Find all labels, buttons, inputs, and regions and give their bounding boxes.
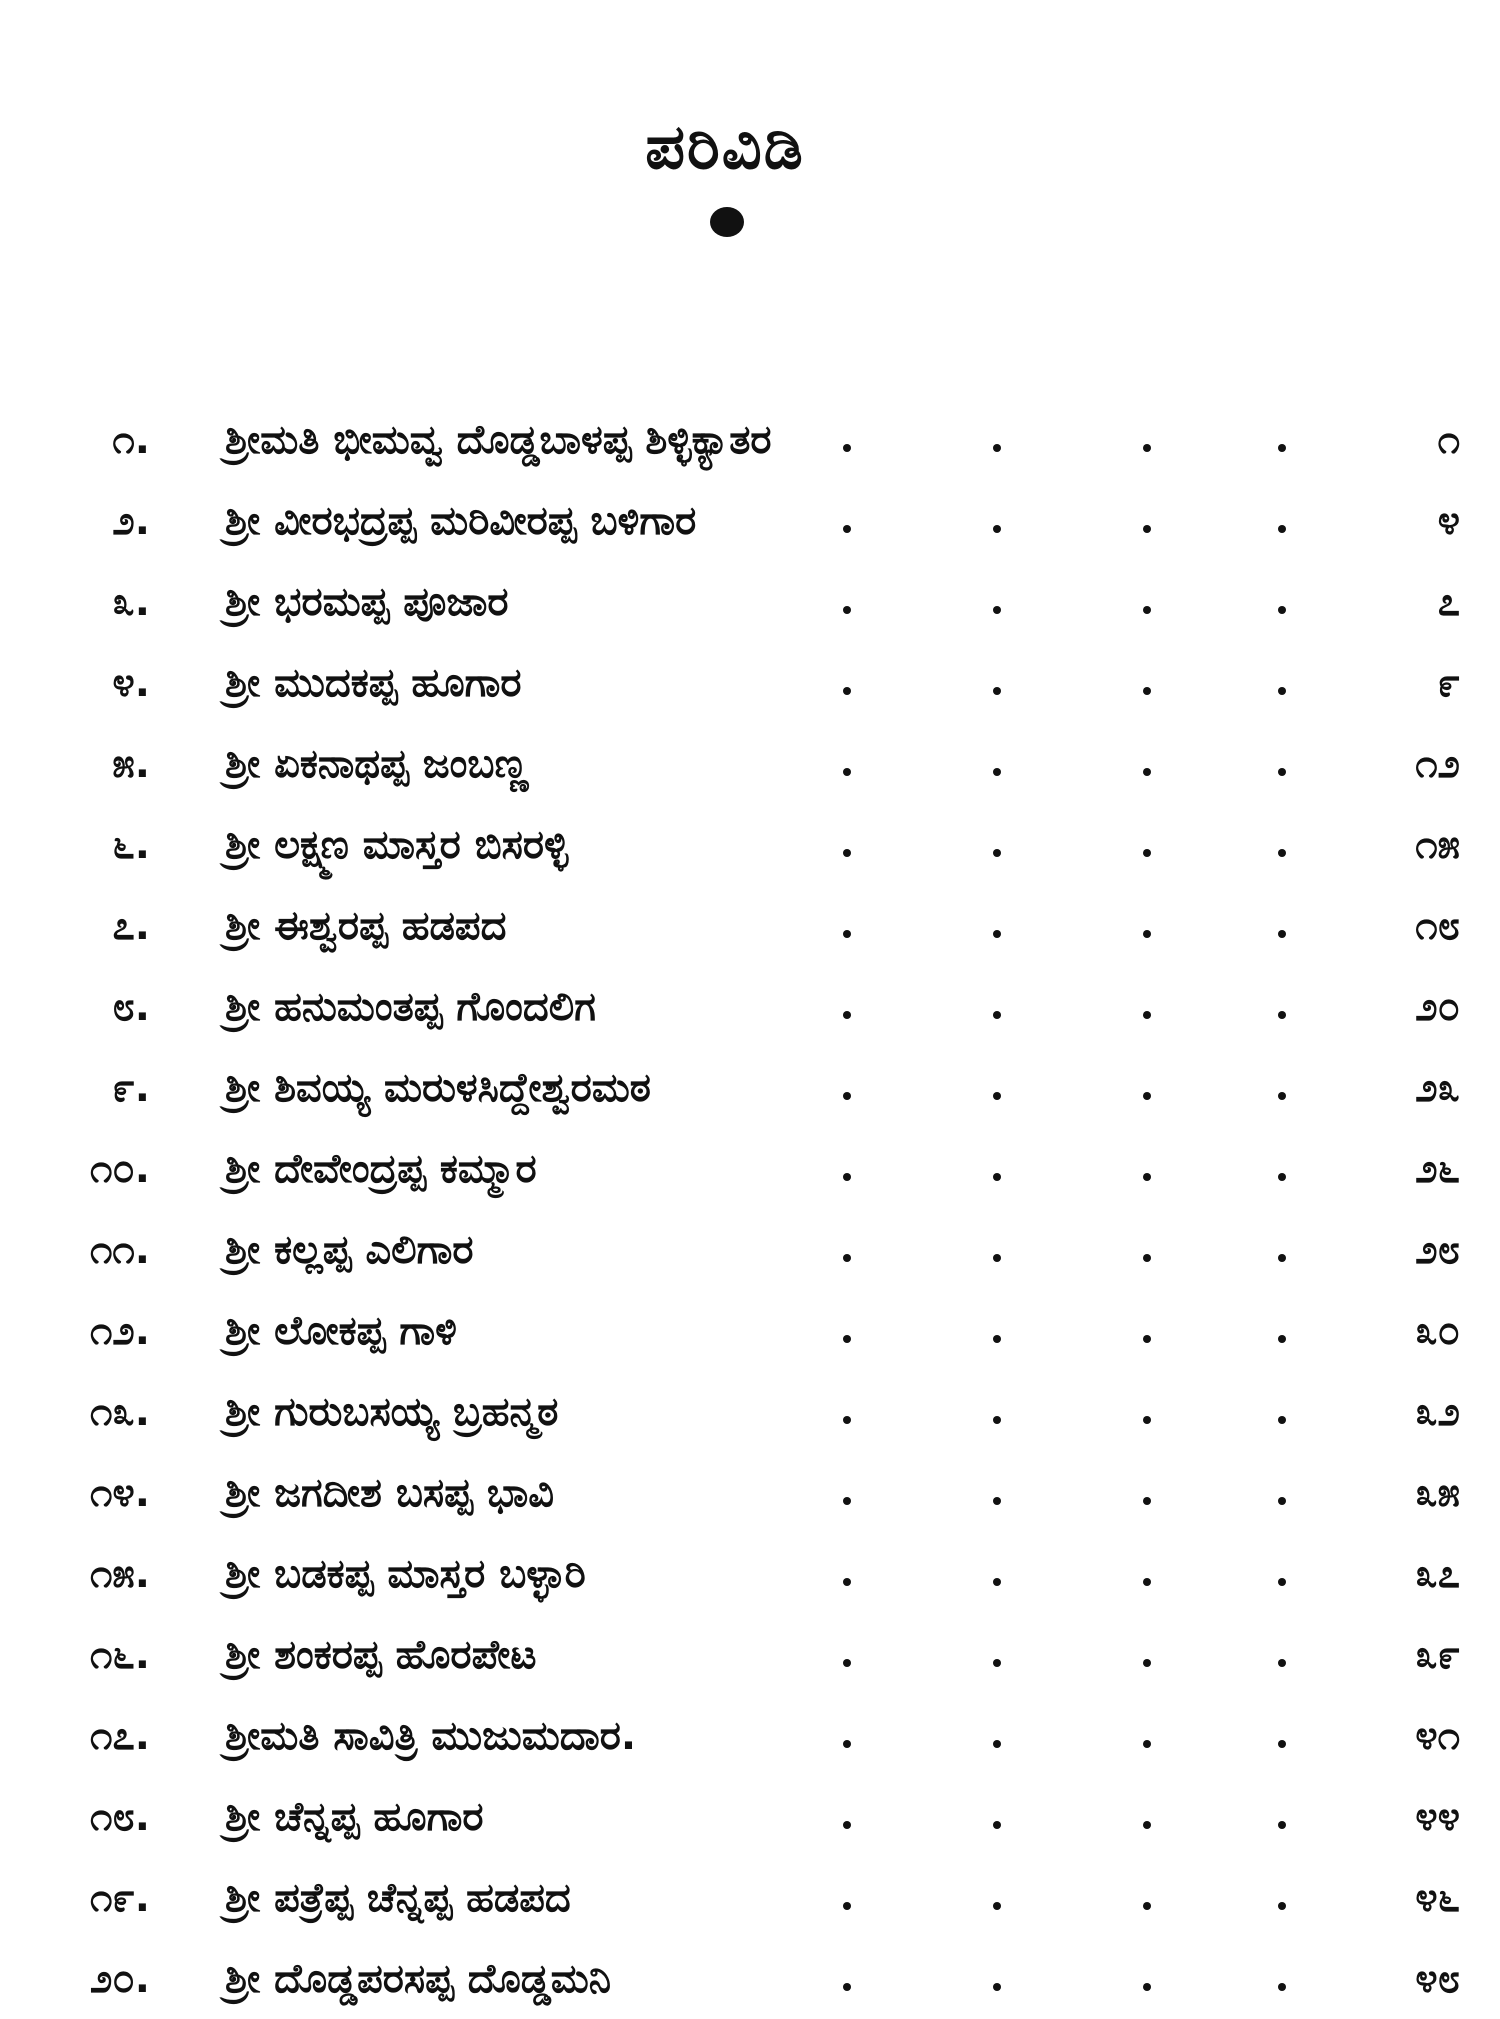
dot-leader (990, 1696, 1002, 1776)
dot-leader (1140, 1777, 1152, 1857)
dot-leader (840, 1129, 852, 1209)
dot-leader (990, 1048, 1002, 1128)
dot-leader (1140, 481, 1152, 561)
entry-title: ಶ್ರೀ ಲೋಕಪ್ಪ ಗಾಳಿ (225, 1308, 457, 1354)
dot-leader (990, 481, 1002, 561)
dot-leader (840, 1939, 852, 2019)
dot-leader (840, 562, 852, 642)
entry-page-number: ೯ (1437, 660, 1460, 706)
dot-leader (990, 1210, 1002, 1290)
toc-entry (0, 1939, 1500, 2019)
entry-title: ಶ್ರೀ ಚೆನ್ನಪ್ಪ ಹೂಗಾರ (225, 1794, 484, 1840)
entry-title: ಶ್ರೀ ಈಶ್ವರಪ್ಪ ಹಡಪದ (225, 903, 507, 949)
page-title: ಪರಿವಿಡಿ (645, 110, 805, 183)
dot-leader (990, 1777, 1002, 1857)
dot-leader (840, 1291, 852, 1371)
entry-page-number: ೩೫ (1415, 1470, 1460, 1516)
entry-number: ೧. (112, 417, 150, 463)
dot-leader (990, 1534, 1002, 1614)
dot-leader (1275, 1291, 1287, 1371)
dot-leader (990, 1615, 1002, 1695)
dot-leader (840, 805, 852, 885)
entry-page-number: ೧೨ (1415, 741, 1460, 787)
toc-entry (0, 1534, 1500, 1614)
entry-number: ೬. (112, 822, 150, 868)
dot-leader (1140, 1696, 1152, 1776)
dot-leader (1275, 481, 1287, 561)
entry-title: ಶ್ರೀ ಏಕನಾಥಪ್ಪ ಜಂಬಣ್ಣ (225, 741, 529, 787)
dot-leader (1140, 1453, 1152, 1533)
toc-entry (0, 1372, 1500, 1452)
dot-leader (840, 643, 852, 723)
dot-leader (1140, 1534, 1152, 1614)
dot-leader (1140, 1372, 1152, 1452)
entry-number: ೫. (112, 741, 150, 787)
toc-entry (0, 481, 1500, 561)
dot-leader (990, 1858, 1002, 1938)
toc-entry (0, 643, 1500, 723)
entry-page-number: ೪೪ (1415, 1794, 1460, 1840)
toc-entry (0, 1048, 1500, 1128)
dot-leader (990, 1939, 1002, 2019)
entry-number: ೨೦. (90, 1956, 150, 2002)
dot-leader (1275, 1372, 1287, 1452)
entry-number: ೮. (112, 984, 150, 1030)
entry-number: ೧೮. (90, 1794, 150, 1840)
entry-number: ೧೨. (90, 1308, 150, 1354)
toc-entry (0, 805, 1500, 885)
dot-leader (840, 886, 852, 966)
entry-number: ೪. (112, 660, 150, 706)
dot-leader (1275, 1696, 1287, 1776)
dot-leader (990, 805, 1002, 885)
entry-page-number: ೩೯ (1415, 1632, 1460, 1678)
entry-page-number: ೪೮ (1415, 1956, 1460, 2002)
dot-leader (1140, 805, 1152, 885)
dot-leader (1140, 886, 1152, 966)
dot-leader (840, 1696, 852, 1776)
toc-entry (0, 1615, 1500, 1695)
bullet-ornament (710, 207, 744, 237)
entry-page-number: ೭ (1437, 579, 1460, 625)
dot-leader (990, 643, 1002, 723)
entry-number: ೧೩. (90, 1389, 150, 1435)
toc-entry (0, 1210, 1500, 1290)
toc-entry (0, 724, 1500, 804)
entry-page-number: ೨೬ (1415, 1146, 1460, 1192)
dot-leader (1275, 400, 1287, 480)
entry-title: ಶ್ರೀ ಗುರುಬಸಯ್ಯ ಬ್ರಹನ್ಮಠ (225, 1389, 559, 1435)
dot-leader (1275, 886, 1287, 966)
dot-leader (1140, 1615, 1152, 1695)
dot-leader (1275, 1453, 1287, 1533)
dot-leader (1275, 1615, 1287, 1695)
dot-leader (1275, 1939, 1287, 2019)
dot-leader (1275, 1210, 1287, 1290)
dot-leader (1275, 1858, 1287, 1938)
dot-leader (1140, 562, 1152, 642)
dot-leader (1275, 562, 1287, 642)
entry-page-number: ೪೬ (1415, 1875, 1460, 1921)
dot-leader (1140, 643, 1152, 723)
entry-page-number: ೩೭ (1415, 1551, 1460, 1597)
dot-leader (840, 1048, 852, 1128)
entry-title: ಶ್ರೀಮತಿ ಭೀಮವ್ವ ದೊಡ್ಡಬಾಳಪ್ಪ ಶಿಳ್ಳಿಕ್ಯಾತರ (225, 417, 772, 463)
dot-leader (1140, 400, 1152, 480)
dot-leader (840, 1615, 852, 1695)
toc-entry (0, 1777, 1500, 1857)
dot-leader (1140, 1048, 1152, 1128)
toc-entry (0, 1291, 1500, 1371)
entry-number: ೧೪. (90, 1470, 150, 1516)
dot-leader (840, 1210, 852, 1290)
entry-page-number: ೨೦ (1415, 984, 1460, 1030)
entry-title: ಶ್ರೀ ಶಂಕರಪ್ಪ ಹೊರಪೇಟ (225, 1632, 537, 1678)
dot-leader (1140, 967, 1152, 1047)
entry-number: ೧೯. (90, 1875, 150, 1921)
dot-leader (840, 400, 852, 480)
entry-page-number: ೪ (1437, 498, 1460, 544)
entry-number: ೧೭. (90, 1713, 150, 1759)
entry-page-number: ೧೮ (1415, 903, 1460, 949)
entry-page-number: ೧೫ (1415, 822, 1460, 868)
dot-leader (1140, 1210, 1152, 1290)
toc-entry (0, 562, 1500, 642)
dot-leader (990, 562, 1002, 642)
entry-title: ಶ್ರೀ ಭರಮಪ್ಪ ಪೂಜಾರ (225, 579, 509, 625)
entry-number: ೧೬. (90, 1632, 150, 1678)
dot-leader (1140, 1129, 1152, 1209)
entry-title: ಶ್ರೀ ಲಕ್ಷ್ಮಣ ಮಾಸ್ತರ ಬಿಸರಳ್ಳಿ (225, 822, 569, 868)
entry-number: ೩. (112, 579, 150, 625)
dot-leader (1275, 724, 1287, 804)
dot-leader (840, 724, 852, 804)
entry-title: ಶ್ರೀ ಪತ್ರೆಪ್ಪ ಚೆನ್ನಪ್ಪ ಹಡಪದ (225, 1875, 571, 1921)
toc-entry (0, 886, 1500, 966)
dot-leader (1140, 1939, 1152, 2019)
dot-leader (990, 967, 1002, 1047)
dot-leader (1275, 1048, 1287, 1128)
entry-title: ಶ್ರೀ ಹನುಮಂತಪ್ಪ ಗೊಂದಲಿಗ (225, 984, 596, 1030)
entry-title: ಶ್ರೀ ದೇವೇಂದ್ರಪ್ಪ ಕಮ್ಮಾರ (225, 1146, 537, 1192)
entry-number: ೧೦. (90, 1146, 150, 1192)
dot-leader (990, 724, 1002, 804)
dot-leader (1140, 1858, 1152, 1938)
dot-leader (1275, 1129, 1287, 1209)
entry-page-number: ೨೩ (1415, 1065, 1460, 1111)
entry-page-number: ೪೧ (1415, 1713, 1460, 1759)
dot-leader (1140, 1291, 1152, 1371)
dot-leader (990, 1453, 1002, 1533)
dot-leader (840, 1534, 852, 1614)
toc-entry (0, 400, 1500, 480)
entry-title: ಶ್ರೀ ಶಿವಯ್ಯ ಮರುಳಸಿದ್ದೇಶ್ವರಮಠ (225, 1065, 651, 1111)
toc-entry (0, 967, 1500, 1047)
entry-number: ೧೧. (90, 1227, 150, 1273)
entry-page-number: ೩೨ (1415, 1389, 1460, 1435)
dot-leader (1275, 1777, 1287, 1857)
dot-leader (840, 1777, 852, 1857)
entry-title: ಶ್ರೀ ದೊಡ್ಡಪರಸಪ್ಪ ದೊಡ್ಡಮನಿ (225, 1956, 612, 2002)
entry-title: ಶ್ರೀ ವೀರಭದ್ರಪ್ಪ ಮರಿವೀರಪ್ಪ ಬಳಿಗಾರ (225, 498, 697, 544)
entry-title: ಶ್ರೀಮತಿ ಸಾವಿತ್ರಿ ಮುಜುಮದಾರ. (225, 1713, 637, 1759)
entry-number: ೨. (112, 498, 150, 544)
dot-leader (990, 886, 1002, 966)
toc-entry (0, 1858, 1500, 1938)
dot-leader (1275, 1534, 1287, 1614)
dot-leader (1140, 724, 1152, 804)
entry-page-number: ೧ (1437, 417, 1460, 463)
dot-leader (840, 1453, 852, 1533)
dot-leader (840, 1858, 852, 1938)
entry-page-number: ೩೦ (1415, 1308, 1460, 1354)
dot-leader (990, 400, 1002, 480)
entry-number: ೯. (112, 1065, 150, 1111)
toc-entry (0, 1453, 1500, 1533)
entry-title: ಶ್ರೀ ಬಡಕಪ್ಪ ಮಾಸ್ತರ ಬಳ್ಳಾರಿ (225, 1551, 586, 1597)
entry-number: ೭. (112, 903, 150, 949)
entry-page-number: ೨೮ (1415, 1227, 1460, 1273)
entry-title: ಶ್ರೀ ಮುದಕಪ್ಪ ಹೂಗಾರ (225, 660, 522, 706)
dot-leader (1275, 643, 1287, 723)
dot-leader (990, 1129, 1002, 1209)
dot-leader (840, 481, 852, 561)
entry-title: ಶ್ರೀ ಕಲ್ಲಪ್ಪ ಎಲಿಗಾರ (225, 1227, 474, 1273)
toc-entry (0, 1696, 1500, 1776)
dot-leader (840, 1372, 852, 1452)
dot-leader (840, 967, 852, 1047)
entry-number: ೧೫. (90, 1551, 150, 1597)
entry-title: ಶ್ರೀ ಜಗದೀಶ ಬಸಪ್ಪ ಭಾವಿ (225, 1470, 555, 1516)
toc-entry (0, 1129, 1500, 1209)
dot-leader (990, 1372, 1002, 1452)
dot-leader (990, 1291, 1002, 1371)
dot-leader (1275, 805, 1287, 885)
dot-leader (1275, 967, 1287, 1047)
